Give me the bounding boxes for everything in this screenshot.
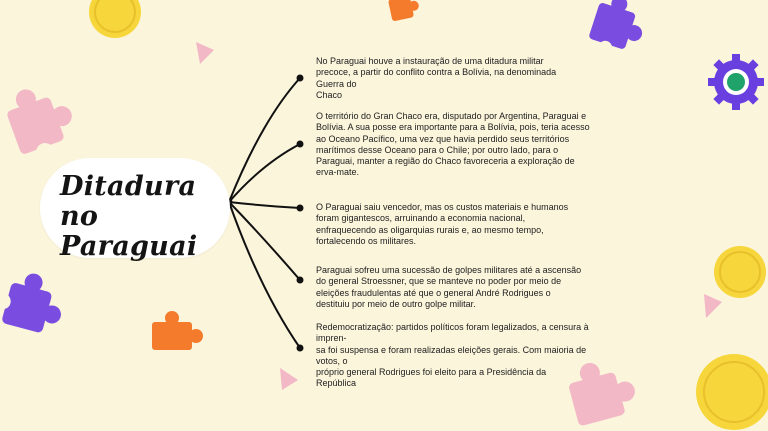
- branch-node-2: [316, 111, 634, 179]
- branch-node-5: [316, 322, 634, 390]
- coin-icon: [89, 0, 141, 38]
- branch-text: O Paraguai saiu vencedor, mas os custos materiais e humanos foram gigantescos, arruinando a economia nacional, enfraquecendo as oligarquias rurais e, ao mesmo tempo, fortalecendo os militares.: [316, 202, 569, 246]
- connector-dot: [297, 205, 304, 212]
- connector-dot: [297, 75, 304, 82]
- branch-node-4: [316, 265, 634, 310]
- puzzle-piece-icon: [0, 265, 70, 337]
- branch-node-3: [316, 202, 634, 247]
- triangle-icon: [704, 294, 722, 318]
- coin-icon: [714, 246, 766, 298]
- puzzle-piece-icon: [1, 77, 84, 168]
- connector-line: [229, 144, 300, 202]
- branch-text: Paraguai sofreu uma sucessão de golpes militares até a ascensão do general Stroessner, que se manteve no poder por meio de eleições fraudulentas até que o general André Rodrigues o destituiu por meio de outro golpe militar.: [316, 265, 582, 309]
- mindmap-connectors: [229, 78, 300, 348]
- central-topic-title: [60, 172, 230, 262]
- branch-node-1: [316, 56, 634, 101]
- connector-dot: [297, 345, 304, 352]
- triangle-icon: [280, 368, 298, 390]
- triangle-icon: [196, 42, 214, 64]
- coin-icon: [696, 354, 768, 430]
- gear-icon: [708, 54, 764, 110]
- puzzle-piece-icon: [152, 311, 203, 350]
- title-line-2: Paraguai: [60, 231, 198, 262]
- connector-line: [229, 202, 300, 348]
- branch-text: O território do Gran Chaco era, disputado por Argentina, Paraguai e Bolívia. A sua posse era importante para a Bolívia, pois, teria acesso ao Oceano Pacífico, uma vez que havia perdido seus territórios marítimos desse Oceano para o Chile; por outro lado, para o Paraguai, manter a região do Chaco favoreceria a exploração de erva-mate.: [316, 111, 590, 178]
- puzzle-piece-icon: [585, 0, 651, 64]
- connector-line: [229, 202, 300, 208]
- connector-dots: [226, 75, 304, 352]
- branch-text: No Paraguai houve a instauração de uma ditadura militar precoce, a partir do conflito contra a Bolívia, na denominada Guerra do Chaco: [316, 56, 557, 100]
- connector-dot: [297, 277, 304, 284]
- puzzle-piece-icon: [387, 0, 421, 22]
- branch-text: Redemocratização: partidos políticos foram legalizados, a censura à impren- sa foi suspensa e foram realizadas eleições gerais. Com maioria de votos, o próprio general Rodrigues foi eleito para a Presidência da República: [316, 322, 589, 389]
- title-line-1: Ditadura no: [60, 171, 197, 232]
- connector-dot: [297, 141, 304, 148]
- connector-line: [229, 202, 300, 280]
- connector-line: [229, 78, 300, 202]
